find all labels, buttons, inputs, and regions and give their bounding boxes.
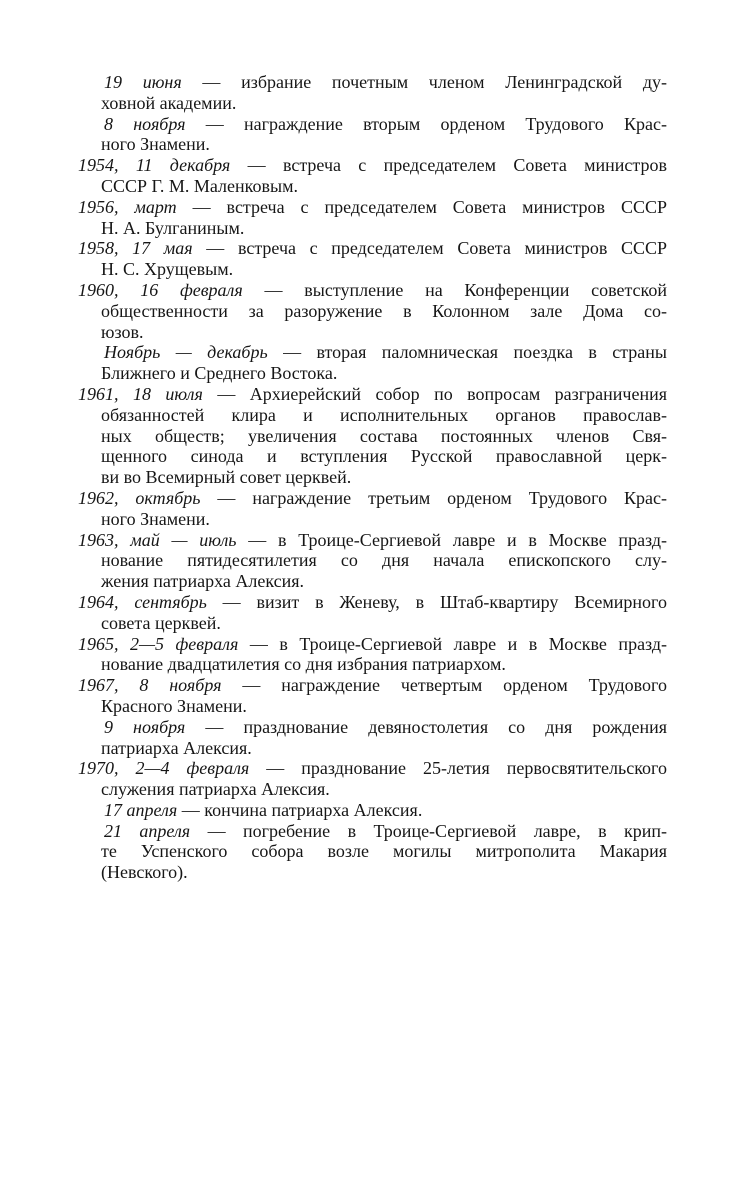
entry-text: Архиерейский собор по вопросам разграничения <box>249 383 667 404</box>
entry-text: награждение третьим орденом Трудового Крас- <box>252 487 668 508</box>
entry-date: 9 ноября <box>104 716 186 737</box>
chronology-line: ного Знамени. <box>101 134 210 155</box>
chronology-line <box>78 342 667 363</box>
entry-text: погребение в Троице-Сергиевой лавре, в крип- <box>243 820 667 841</box>
em-dash-separator: — <box>267 342 317 363</box>
chronology-line <box>78 197 667 218</box>
entry-date: 21 апреля <box>104 820 191 841</box>
chronology-line <box>78 488 667 509</box>
em-dash-separator: — <box>242 279 305 300</box>
chronology-line: ного Знамени. <box>101 508 210 529</box>
chronology-text <box>78 72 667 883</box>
chronology-line <box>78 238 667 259</box>
entry-text: празднование 25-летия первосвятительского <box>301 758 667 779</box>
entry-text: встреча с председателем Совета министров СССР <box>237 238 667 259</box>
chronology-line <box>78 280 667 301</box>
chronology-line: служения патриарха Алексия. <box>101 779 330 800</box>
entry-text: кончина патриарха Алексия. <box>204 799 423 820</box>
entry-date: 1960, 16 февраля <box>78 279 243 300</box>
chronology-line: нование двадцатилетия со дня избрания патриархом. <box>101 654 506 675</box>
chronology-line: общественности за разоружение в Колонном зале Дома со- <box>101 300 667 321</box>
entry-text: избрание почетным членом Ленинградской ду- <box>241 72 667 92</box>
chronology-line: ви во Всемирный совет церквей. <box>101 467 352 488</box>
entry-date: 1964, сентябрь <box>78 591 207 612</box>
chronology-line <box>78 72 667 93</box>
chronology-line: ных обществ; увеличения состава постоянных членов Свя- <box>101 425 667 446</box>
entry-date: 1963, май — июль <box>78 529 237 550</box>
entry-text: награждение вторым орденом Трудового Крас- <box>244 113 667 134</box>
em-dash-separator: — <box>236 529 278 550</box>
entry-text: награждение четвертым орденом Трудового <box>281 675 667 696</box>
em-dash-separator: — <box>249 758 302 779</box>
em-dash-separator: — <box>185 113 245 134</box>
entry-text: встреча с председателем Совета министров <box>282 155 667 176</box>
entry-text: выступление на Конференции советской <box>304 279 667 300</box>
chronology-line: СССР Г. М. Маленковым. <box>101 175 298 196</box>
chronology-line <box>78 675 667 696</box>
em-dash-separator: — <box>202 383 250 404</box>
chronology-line <box>78 758 667 779</box>
chronology-line <box>78 384 667 405</box>
entry-date: 19 июня <box>104 72 182 92</box>
em-dash-separator: — <box>230 155 283 176</box>
chronology-line: патриарха Алексия. <box>101 737 252 758</box>
em-dash-separator: — <box>221 675 282 696</box>
chronology-line <box>78 821 667 842</box>
chronology-line: Ближнего и Среднего Востока. <box>101 363 338 384</box>
em-dash-separator: — <box>177 799 205 820</box>
chronology-line <box>78 717 667 738</box>
em-dash-separator: — <box>192 238 238 259</box>
chronology-line <box>78 114 667 135</box>
entry-date: 17 апреля <box>104 799 178 820</box>
entry-date: 1961, 18 июля <box>78 383 203 404</box>
chronology-line <box>78 155 667 176</box>
chronology-line <box>78 592 667 613</box>
chronology-line: щенного синода и вступления Русской православной церк- <box>101 446 667 467</box>
entry-date: 1967, 8 ноября <box>78 675 222 696</box>
em-dash-separator: — <box>176 196 227 217</box>
chronology-line: Красного Знамени. <box>101 695 247 716</box>
chronology-line: Н. А. Булганиным. <box>101 217 245 238</box>
chronology-line: (Невского). <box>101 862 188 883</box>
chronology-line: Н. С. Хрущевым. <box>101 259 234 280</box>
entry-text: вторая паломническая поездка в страны <box>316 342 667 363</box>
entry-date: Ноябрь — декабрь <box>104 342 268 363</box>
entry-text: встреча с председателем Совета министров СССР <box>226 196 667 217</box>
chronology-line <box>78 634 667 655</box>
chronology-line: те Успенского собора возле могилы митрополита Макария <box>101 841 667 862</box>
entry-date: 1962, октябрь <box>78 487 201 508</box>
entry-date: 1956, март <box>78 196 177 217</box>
entry-text: в Троице-Сергиевой лавре и в Москве празд- <box>279 633 667 654</box>
em-dash-separator: — <box>200 487 253 508</box>
entry-date: 1970, 2—4 февраля <box>78 758 250 779</box>
em-dash-separator: — <box>206 591 257 612</box>
em-dash-separator: — <box>190 820 243 841</box>
entry-text: празднование девяностолетия со дня рождения <box>243 716 668 737</box>
entry-date: 1954, 11 декабря <box>78 155 231 176</box>
chronology-line <box>78 530 667 551</box>
em-dash-separator: — <box>185 716 244 737</box>
chronology-line: жения патриарха Алексия. <box>101 571 305 592</box>
entry-text: в Троице-Сергиевой лавре и в Москве празд- <box>277 529 667 550</box>
chronology-line <box>78 800 667 821</box>
chronology-line: нование пятидесятилетия со дня начала епископского слу- <box>101 550 667 571</box>
chronology-line: ховной академии. <box>101 92 237 113</box>
entry-date: 1965, 2—5 февраля <box>78 633 239 654</box>
em-dash-separator: — <box>238 633 280 654</box>
chronology-line: обязанностей клира и исполнительных органов православ- <box>101 404 667 425</box>
chronology-line: совета церквей. <box>101 612 221 633</box>
entry-date: 1958, 17 мая <box>78 238 193 259</box>
entry-text: визит в Женеву, в Штаб-квартиру Всемирного <box>256 591 667 612</box>
chronology-line: юзов. <box>101 321 144 342</box>
entry-date: 8 ноября <box>104 113 186 134</box>
em-dash-separator: — <box>181 72 242 92</box>
